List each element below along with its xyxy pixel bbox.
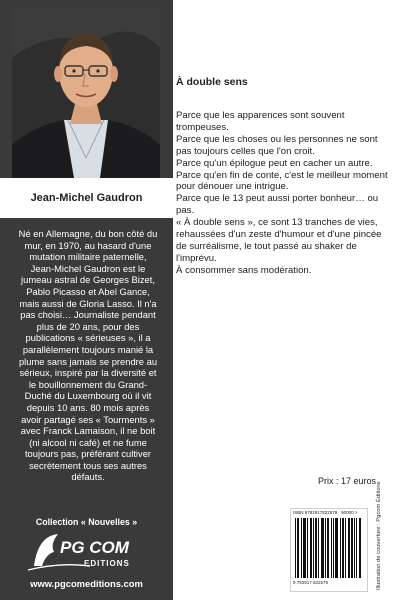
barcode-bar — [305, 518, 306, 578]
barcode-bar — [325, 518, 326, 578]
barcode-bar — [304, 518, 305, 578]
publisher-website: www.pgcomeditions.com — [30, 578, 143, 589]
barcode-bar — [351, 518, 352, 578]
blurb-line: À consommer sans modération. — [176, 264, 312, 276]
collection-label: Collection « Nouvelles » — [35, 517, 138, 527]
barcode-bar — [313, 518, 314, 578]
barcode-bar — [321, 518, 322, 578]
barcode-bar — [359, 518, 360, 578]
barcode-bar — [345, 518, 346, 578]
blurb-line: Parce qu'en fin de conte, c'est le meilleur moment pour dénouer une intrigue. — [176, 169, 388, 193]
blurb-line: Parce que le 13 peut aussi porter bonheur… ou pas. — [176, 193, 379, 217]
barcode-bars — [295, 518, 361, 578]
barcode-bar — [337, 518, 338, 578]
barcode-bar — [318, 518, 319, 578]
price-code: 90000 > — [341, 510, 358, 515]
barcode-bar — [356, 518, 357, 578]
quill-icon — [34, 534, 58, 566]
barcode-bar — [349, 518, 350, 578]
cover-credit: Illustration de couverture : Pgcom Éditions — [376, 481, 382, 590]
book-blurb — [176, 110, 388, 277]
author-bio: Né en Allemagne, du bon côté du mur, en 1970, au hasard d'une mutation militaire paternelle, Jean-Michel Gaudron est le jumeau astral de Georges Bizet, Pablo Picasso et Abel Gance, mais aussi de Gloria Lasso. Il n'a pas choisi… Journaliste pendant plus de 20 ans, pour des publications « sérieuses », il a parallèlement toujours manié la plume sans jamais se prendre au sérieux, inspiré par la diversité et le bouillonnement du Grand-Duché du Luxembourg où il vit depuis 10 ans. 80 mois après avoir partagé ses « Tourments » avec Franck Lamaison, il ne boit (ni alcool ni café) et ne fume toujours pas, préférant cultiver secrètement tous ses autres défauts. — [18, 228, 158, 483]
barcode-bar — [295, 518, 296, 578]
barcode-bar — [315, 518, 316, 578]
barcode-bar — [298, 518, 299, 578]
price-label: Prix : 17 euros — [318, 476, 377, 486]
blurb-line: Parce que les choses ou les personnes ne sont pas toujours celles que l'on croit. — [176, 133, 378, 157]
blurb-line: Parce que les apparences sont souvent trompeuses. — [176, 110, 345, 133]
barcode-bar — [301, 518, 302, 578]
barcode-bar — [352, 518, 353, 578]
author-panel — [0, 0, 173, 600]
barcode-bar — [327, 518, 328, 578]
barcode-bar — [354, 518, 355, 578]
isbn-barcode — [290, 508, 368, 592]
barcode-bar — [316, 518, 317, 578]
barcode-bar — [360, 518, 361, 578]
barcode-bar — [310, 518, 311, 578]
barcode-bar — [348, 518, 349, 578]
barcode-bar — [297, 518, 298, 578]
barcode-digits: 9 782917 822579 — [293, 580, 329, 585]
barcode-bar — [323, 518, 324, 578]
author-portrait-image — [12, 8, 160, 178]
isbn-number: ISBN 9782917822579 — [293, 510, 338, 515]
publisher-logo — [20, 528, 160, 574]
logo-subtext: EDITIONS — [84, 559, 130, 568]
barcode-bar — [311, 518, 312, 578]
barcode-bar — [335, 518, 336, 578]
barcode-bar — [333, 518, 334, 578]
blurb-line: Parce qu'un épilogue peut en cacher un autre. — [176, 157, 373, 169]
author-photo — [12, 8, 160, 178]
barcode-bar — [343, 518, 344, 578]
logo-text: PG COM — [60, 538, 129, 557]
barcode-bar — [331, 518, 332, 578]
book-title: À double sens — [176, 76, 248, 88]
barcode-bar — [342, 518, 343, 578]
barcode-bar — [303, 518, 304, 578]
barcode-bar — [336, 518, 337, 578]
barcode-bar — [322, 518, 323, 578]
author-name: Jean-Michel Gaudron — [30, 192, 143, 204]
blurb-line: « À double sens », ce sont 13 tranches de vies, rehaussées d'un zeste d'humour et d'une pincée de surréalisme, le tout passé au shaker de l'imprévu. — [176, 217, 382, 264]
barcode-bar — [340, 518, 341, 578]
barcode-bar — [307, 518, 308, 578]
barcode-bar — [328, 518, 329, 578]
